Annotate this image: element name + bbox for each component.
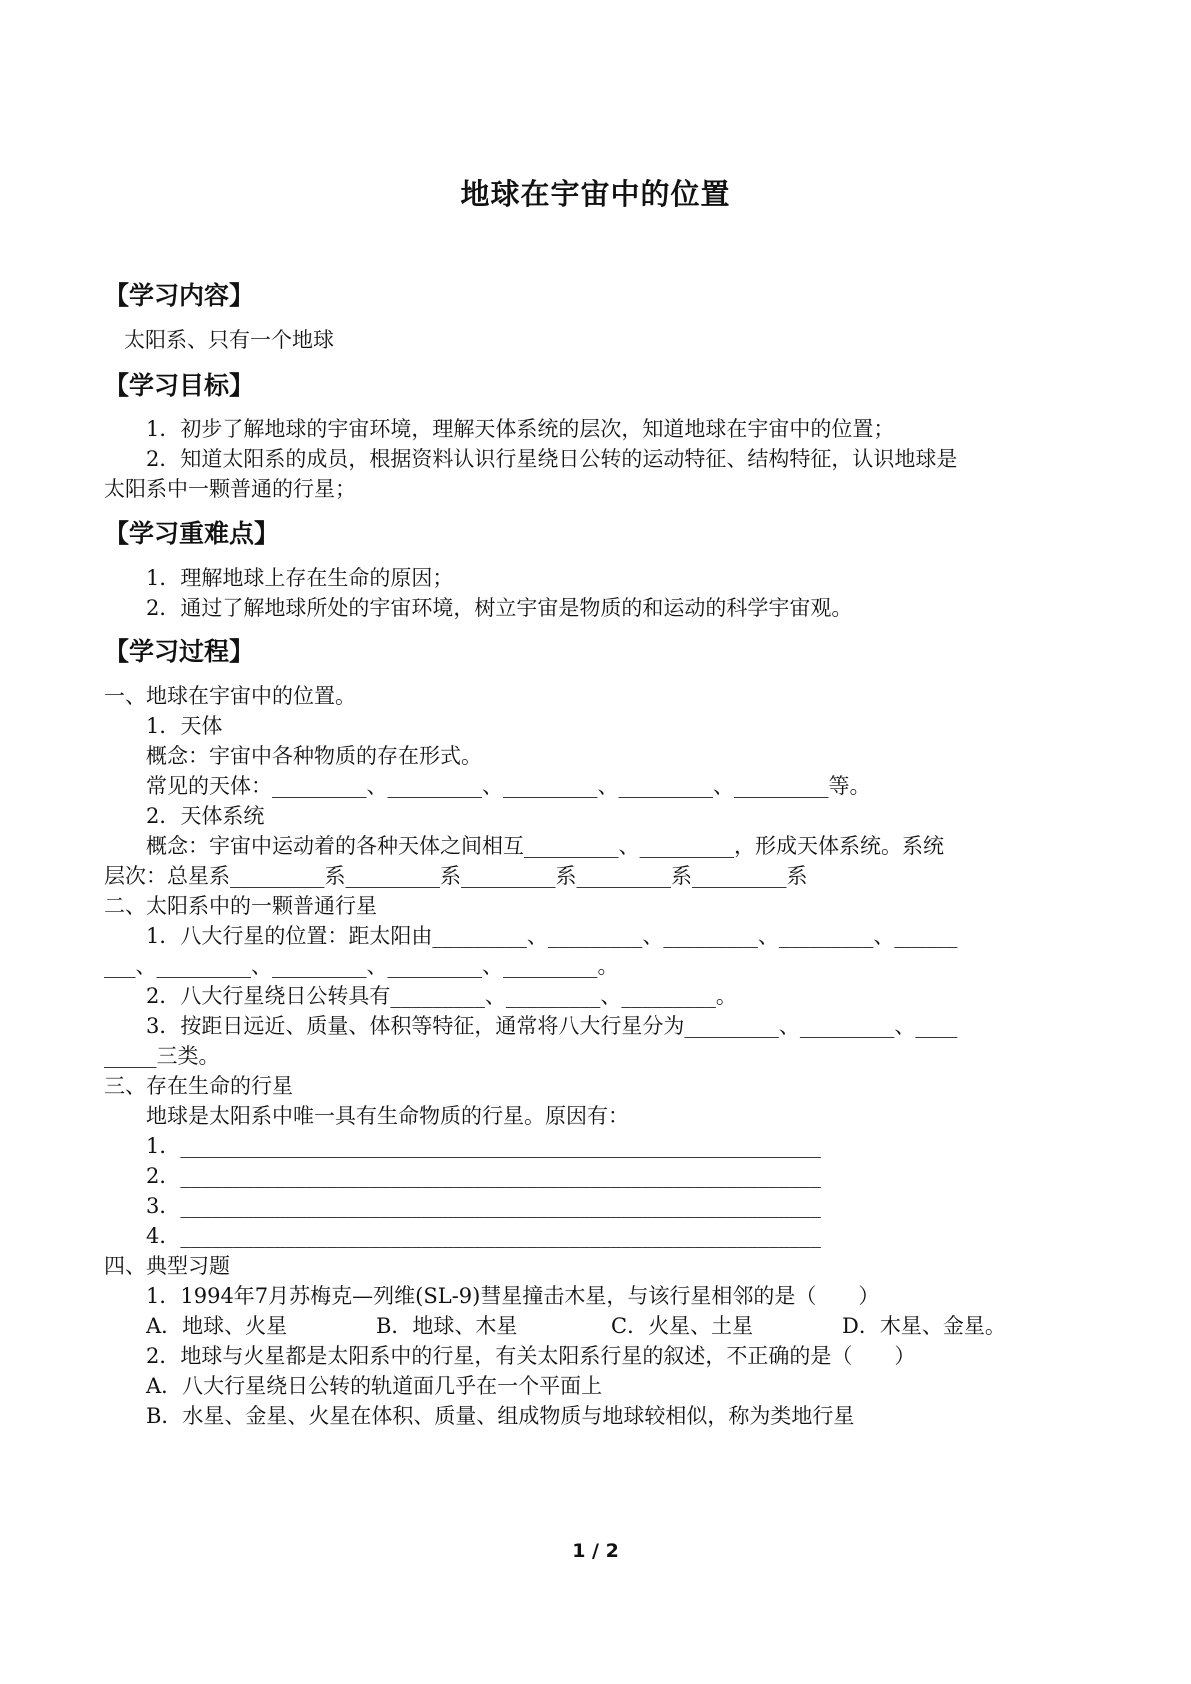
process-line: 层次：总星系_________系_________系_________系_________系_________系 bbox=[104, 864, 808, 888]
answer-line-1: 1．_____________________________________________________________ bbox=[146, 1134, 821, 1158]
process-line: 三、存在生命的行星 bbox=[104, 1074, 293, 1098]
section-heading-process: 【学习过程】 bbox=[104, 637, 255, 666]
process-line: 概念：宇宙中各种物质的存在形式。 bbox=[146, 744, 482, 768]
content-text: 太阳系、只有一个地球 bbox=[124, 328, 334, 352]
process-line: 四、典型习题 bbox=[104, 1254, 230, 1278]
goal-item-2-cont: 太阳系中一颗普通的行星； bbox=[104, 477, 356, 501]
process-line: 地球是太阳系中唯一具有生命物质的行星。原因有： bbox=[146, 1104, 629, 1128]
answer-line-3: 3．_____________________________________________________________ bbox=[146, 1194, 821, 1218]
page-title: 地球在宇宙中的位置 bbox=[460, 177, 731, 211]
question-2: 2．地球与火星都是太阳系中的行星，有关太阳系行星的叙述，不正确的是（ ） bbox=[146, 1344, 916, 1368]
goal-item-2: 2．知道太阳系的成员，根据资料认识行星绕日公转的运动特征、结构特征，认识地球是 bbox=[146, 447, 958, 471]
answer-line-2: 2．_____________________________________________________________ bbox=[146, 1164, 821, 1188]
answer-line-4: 4．_____________________________________________________________ bbox=[146, 1224, 821, 1248]
option-b: B．地球、木星 bbox=[376, 1314, 518, 1338]
process-line: ___、_________、_________、_________、_________。 bbox=[104, 954, 619, 978]
process-line: 3．按距日远近、质量、体积等特征，通常将八大行星分为_________、_________、____ bbox=[146, 1014, 958, 1038]
option-c: C．火星、土星 bbox=[611, 1314, 754, 1338]
process-line: 一、地球在宇宙中的位置。 bbox=[104, 684, 356, 708]
goal-item-1: 1．初步了解地球的宇宙环境，理解天体系统的层次，知道地球在宇宙中的位置； bbox=[146, 417, 895, 441]
process-line: 常见的天体：_________、_________、_________、_________、_________等。 bbox=[146, 774, 871, 798]
process-line: 2．天体系统 bbox=[146, 804, 265, 828]
process-line: 1．天体 bbox=[146, 714, 223, 738]
option-a: A．地球、火星 bbox=[146, 1314, 288, 1338]
section-heading-goals: 【学习目标】 bbox=[104, 371, 255, 400]
question-2-option-a: A．八大行星绕日公转的轨道面几乎在一个平面上 bbox=[146, 1374, 603, 1398]
section-heading-key-points: 【学习重难点】 bbox=[104, 519, 280, 548]
key-item-1: 1．理解地球上存在生命的原因； bbox=[146, 566, 454, 590]
page-number: 1 / 2 bbox=[572, 1540, 619, 1562]
process-line: _____三类。 bbox=[104, 1044, 220, 1068]
process-line: 1．八大行星的位置：距太阳由_________、_________、_________、_________、______ bbox=[146, 924, 958, 948]
key-item-2: 2．通过了解地球所处的宇宙环境，树立宇宙是物质的和运动的科学宇宙观。 bbox=[146, 596, 853, 620]
question-2-option-b: B．水星、金星、火星在体积、质量、组成物质与地球较相似，称为类地行星 bbox=[146, 1404, 855, 1428]
process-line: 2．八大行星绕日公转具有_________、_________、_________。 bbox=[146, 984, 737, 1008]
option-d: D．木星、金星。 bbox=[842, 1314, 1006, 1338]
question-1: 1．1994年7月苏梅克—列维(SL-9)彗星撞击木星，与该行星相邻的是（ ） bbox=[146, 1284, 880, 1308]
process-line: 二、太阳系中的一颗普通行星 bbox=[104, 894, 377, 918]
section-heading-content: 【学习内容】 bbox=[104, 281, 255, 310]
process-line: 概念：宇宙中运动着的各种天体之间相互_________、_________，形成天体系统。系统 bbox=[146, 834, 944, 858]
